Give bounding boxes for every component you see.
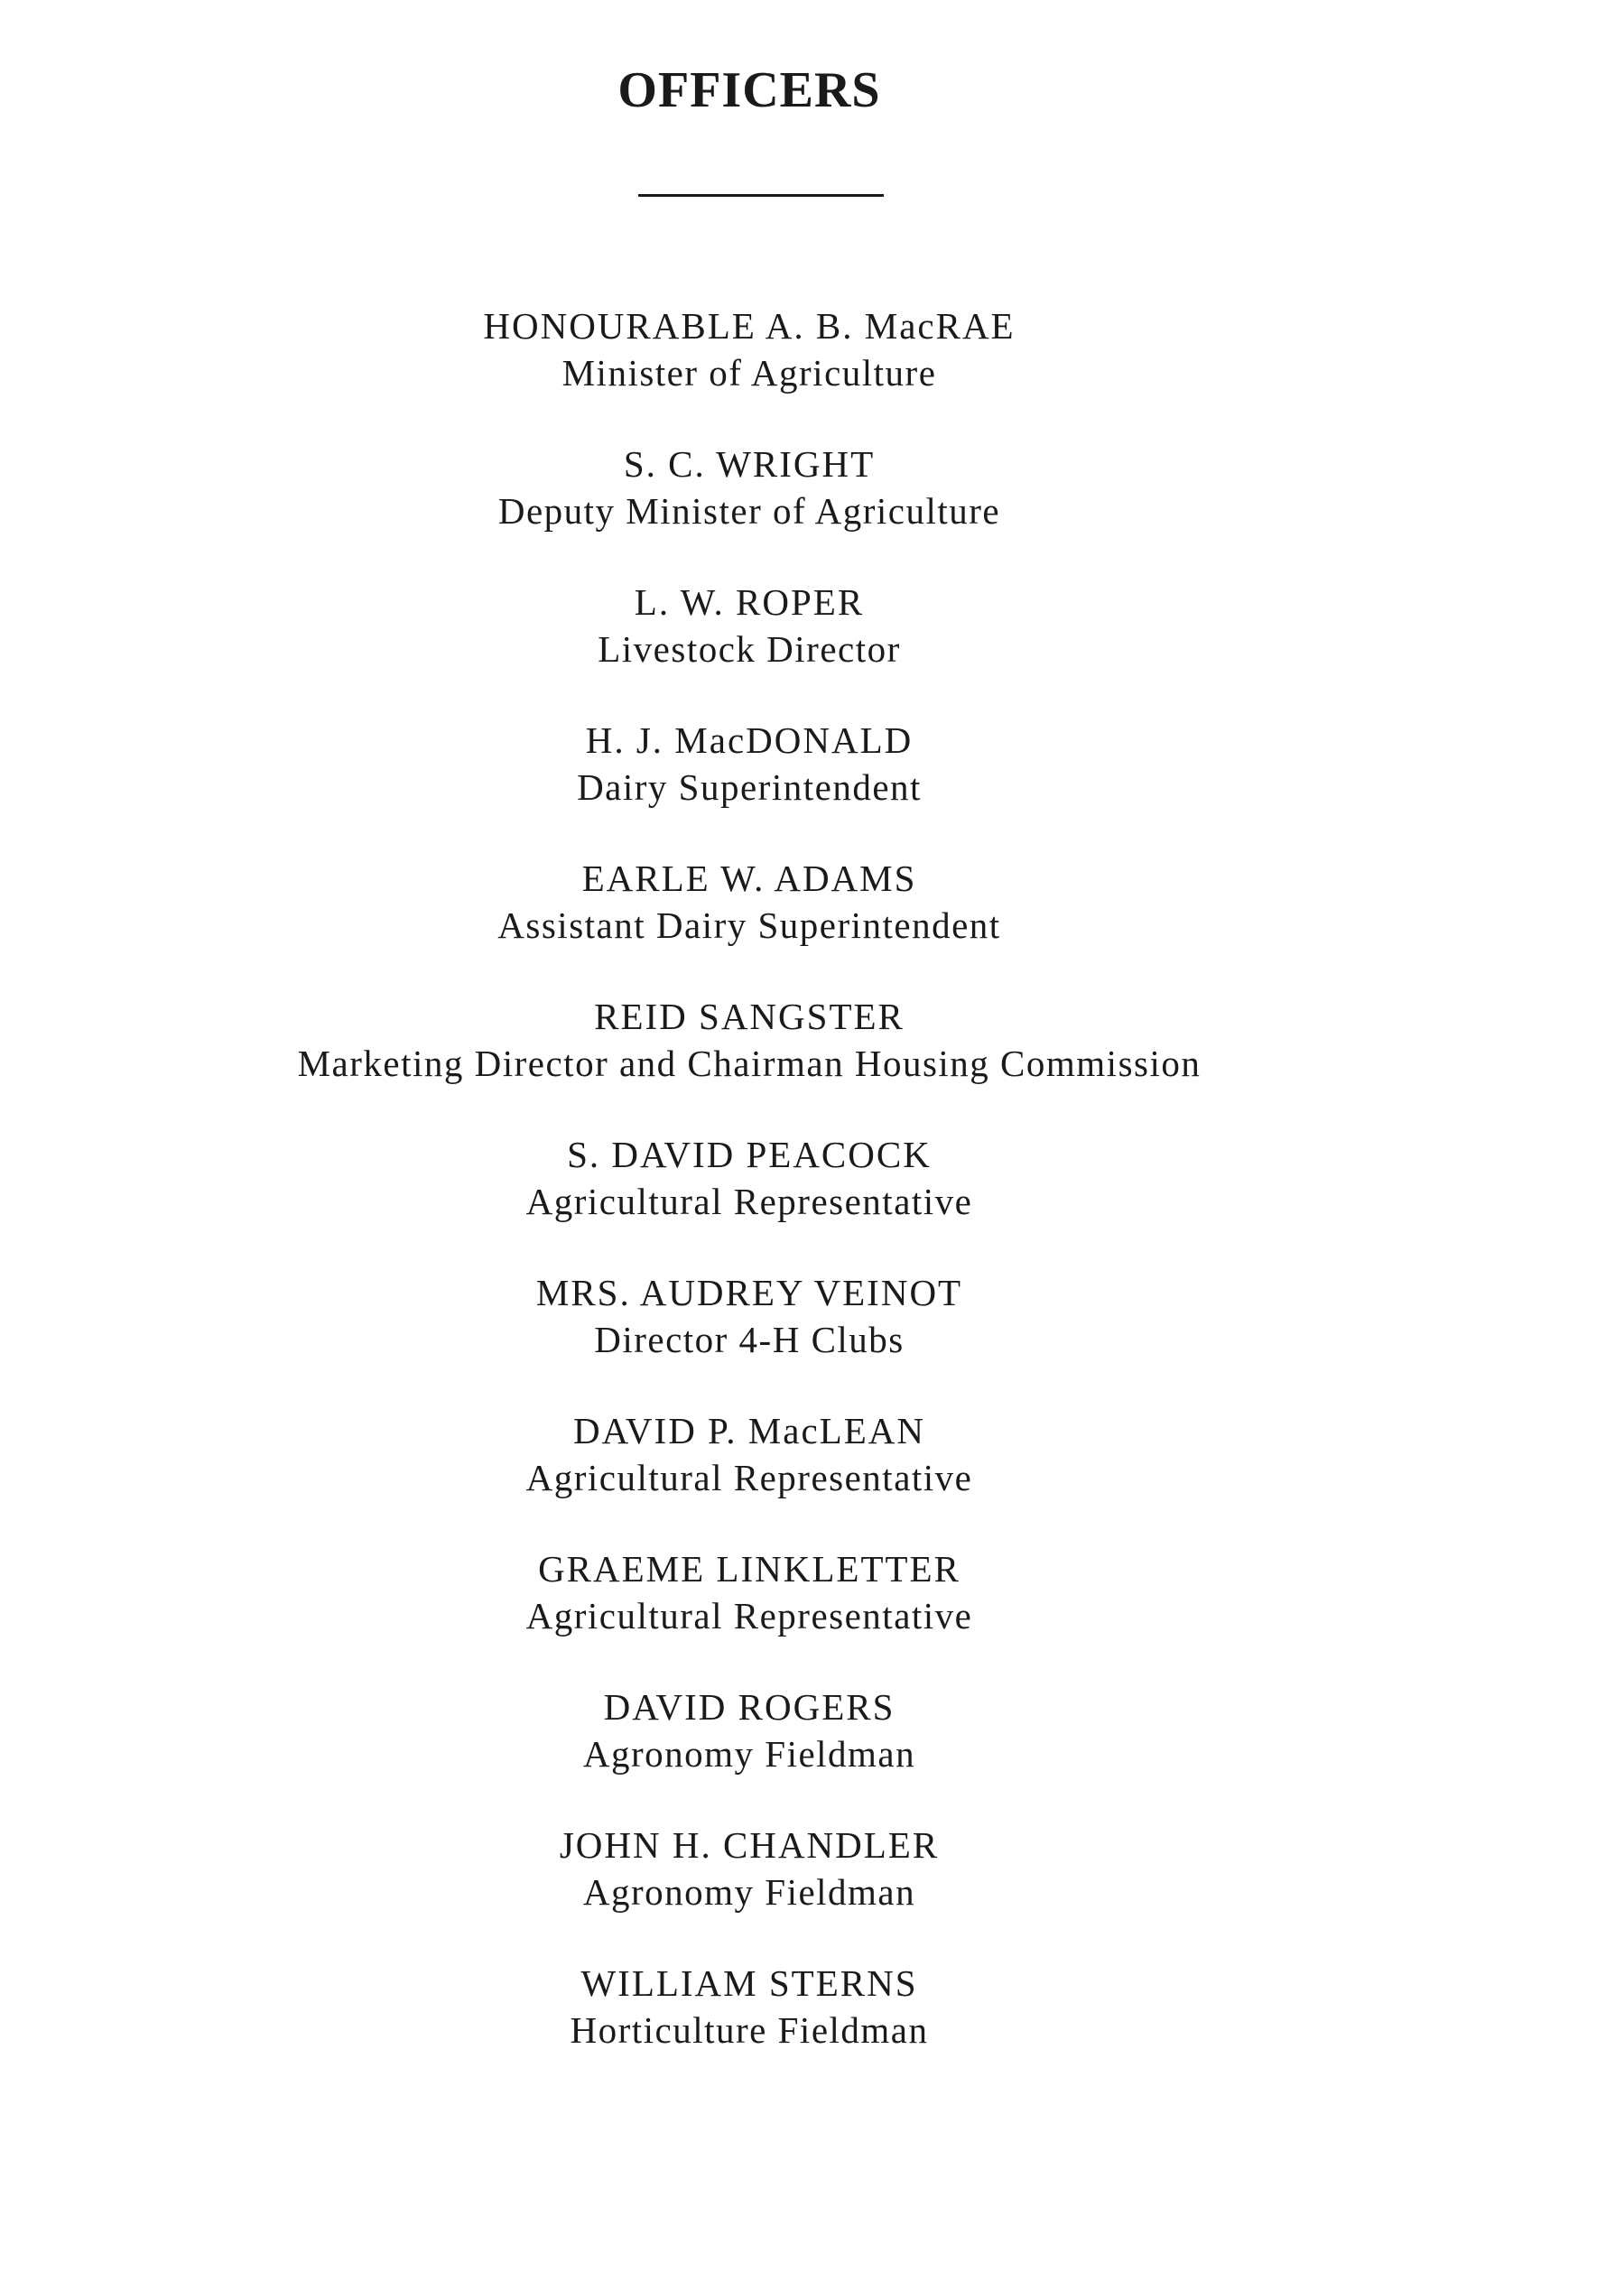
- officer-name: L. W. ROPER: [634, 581, 865, 623]
- officer-entry: [0, 440, 1499, 579]
- officer-title: Marketing Director and Chairman Housing Commission: [297, 1043, 1202, 1084]
- officer-entry: [0, 1131, 1499, 1269]
- officer-title: Assistant Dairy Superintendent: [497, 904, 1001, 946]
- officer-name: HONOURABLE A. B. MacRAE: [483, 305, 1016, 347]
- officer-entry: [0, 1545, 1499, 1683]
- officer-name: S. C. WRIGHT: [623, 443, 876, 485]
- officer-title: Agricultural Representative: [525, 1595, 973, 1637]
- officer-title: Agronomy Fieldman: [582, 1733, 916, 1775]
- officer-name: GRAEME LINKLETTER: [538, 1548, 960, 1590]
- officer-entry: [0, 993, 1499, 1131]
- officer-name: REID SANGSTER: [594, 996, 905, 1037]
- officer-name: EARLE W. ADAMS: [581, 858, 917, 899]
- officer-title: Director 4-H Clubs: [594, 1319, 905, 1360]
- officer-entry: [0, 855, 1499, 993]
- officer-title: Dairy Superintendent: [577, 766, 922, 808]
- page-title: OFFICERS: [617, 62, 881, 118]
- officer-title: Horticulture Fieldman: [570, 2009, 929, 2051]
- officer-name: H. J. MacDONALD: [585, 719, 914, 761]
- officer-name: DAVID P. MacLEAN: [573, 1410, 925, 1451]
- officer-title: Agricultural Representative: [525, 1457, 973, 1498]
- officer-title: Deputy Minister of Agriculture: [497, 490, 1001, 532]
- officer-name: MRS. AUDREY VEINOT: [535, 1272, 963, 1313]
- officer-entry: [0, 717, 1499, 855]
- officer-name: WILLIAM STERNS: [580, 1962, 918, 2004]
- title-divider: [638, 194, 884, 197]
- officer-entry: [0, 1822, 1499, 1960]
- officer-name: DAVID ROGERS: [603, 1686, 896, 1728]
- officer-title: Agronomy Fieldman: [582, 1871, 916, 1913]
- officer-entry: [0, 1960, 1499, 2098]
- officer-entry: [0, 1407, 1499, 1545]
- officer-title: Livestock Director: [598, 628, 901, 670]
- officer-entry: [0, 579, 1499, 717]
- officers-list: [0, 302, 1499, 2098]
- officer-entry: [0, 1269, 1499, 1407]
- officer-name: S. DAVID PEACOCK: [567, 1134, 932, 1175]
- officer-entry: [0, 302, 1499, 440]
- officer-entry: [0, 1683, 1499, 1822]
- officer-title: Minister of Agriculture: [561, 352, 937, 394]
- officer-title: Agricultural Representative: [525, 1181, 973, 1222]
- officer-name: JOHN H. CHANDLER: [559, 1824, 940, 1866]
